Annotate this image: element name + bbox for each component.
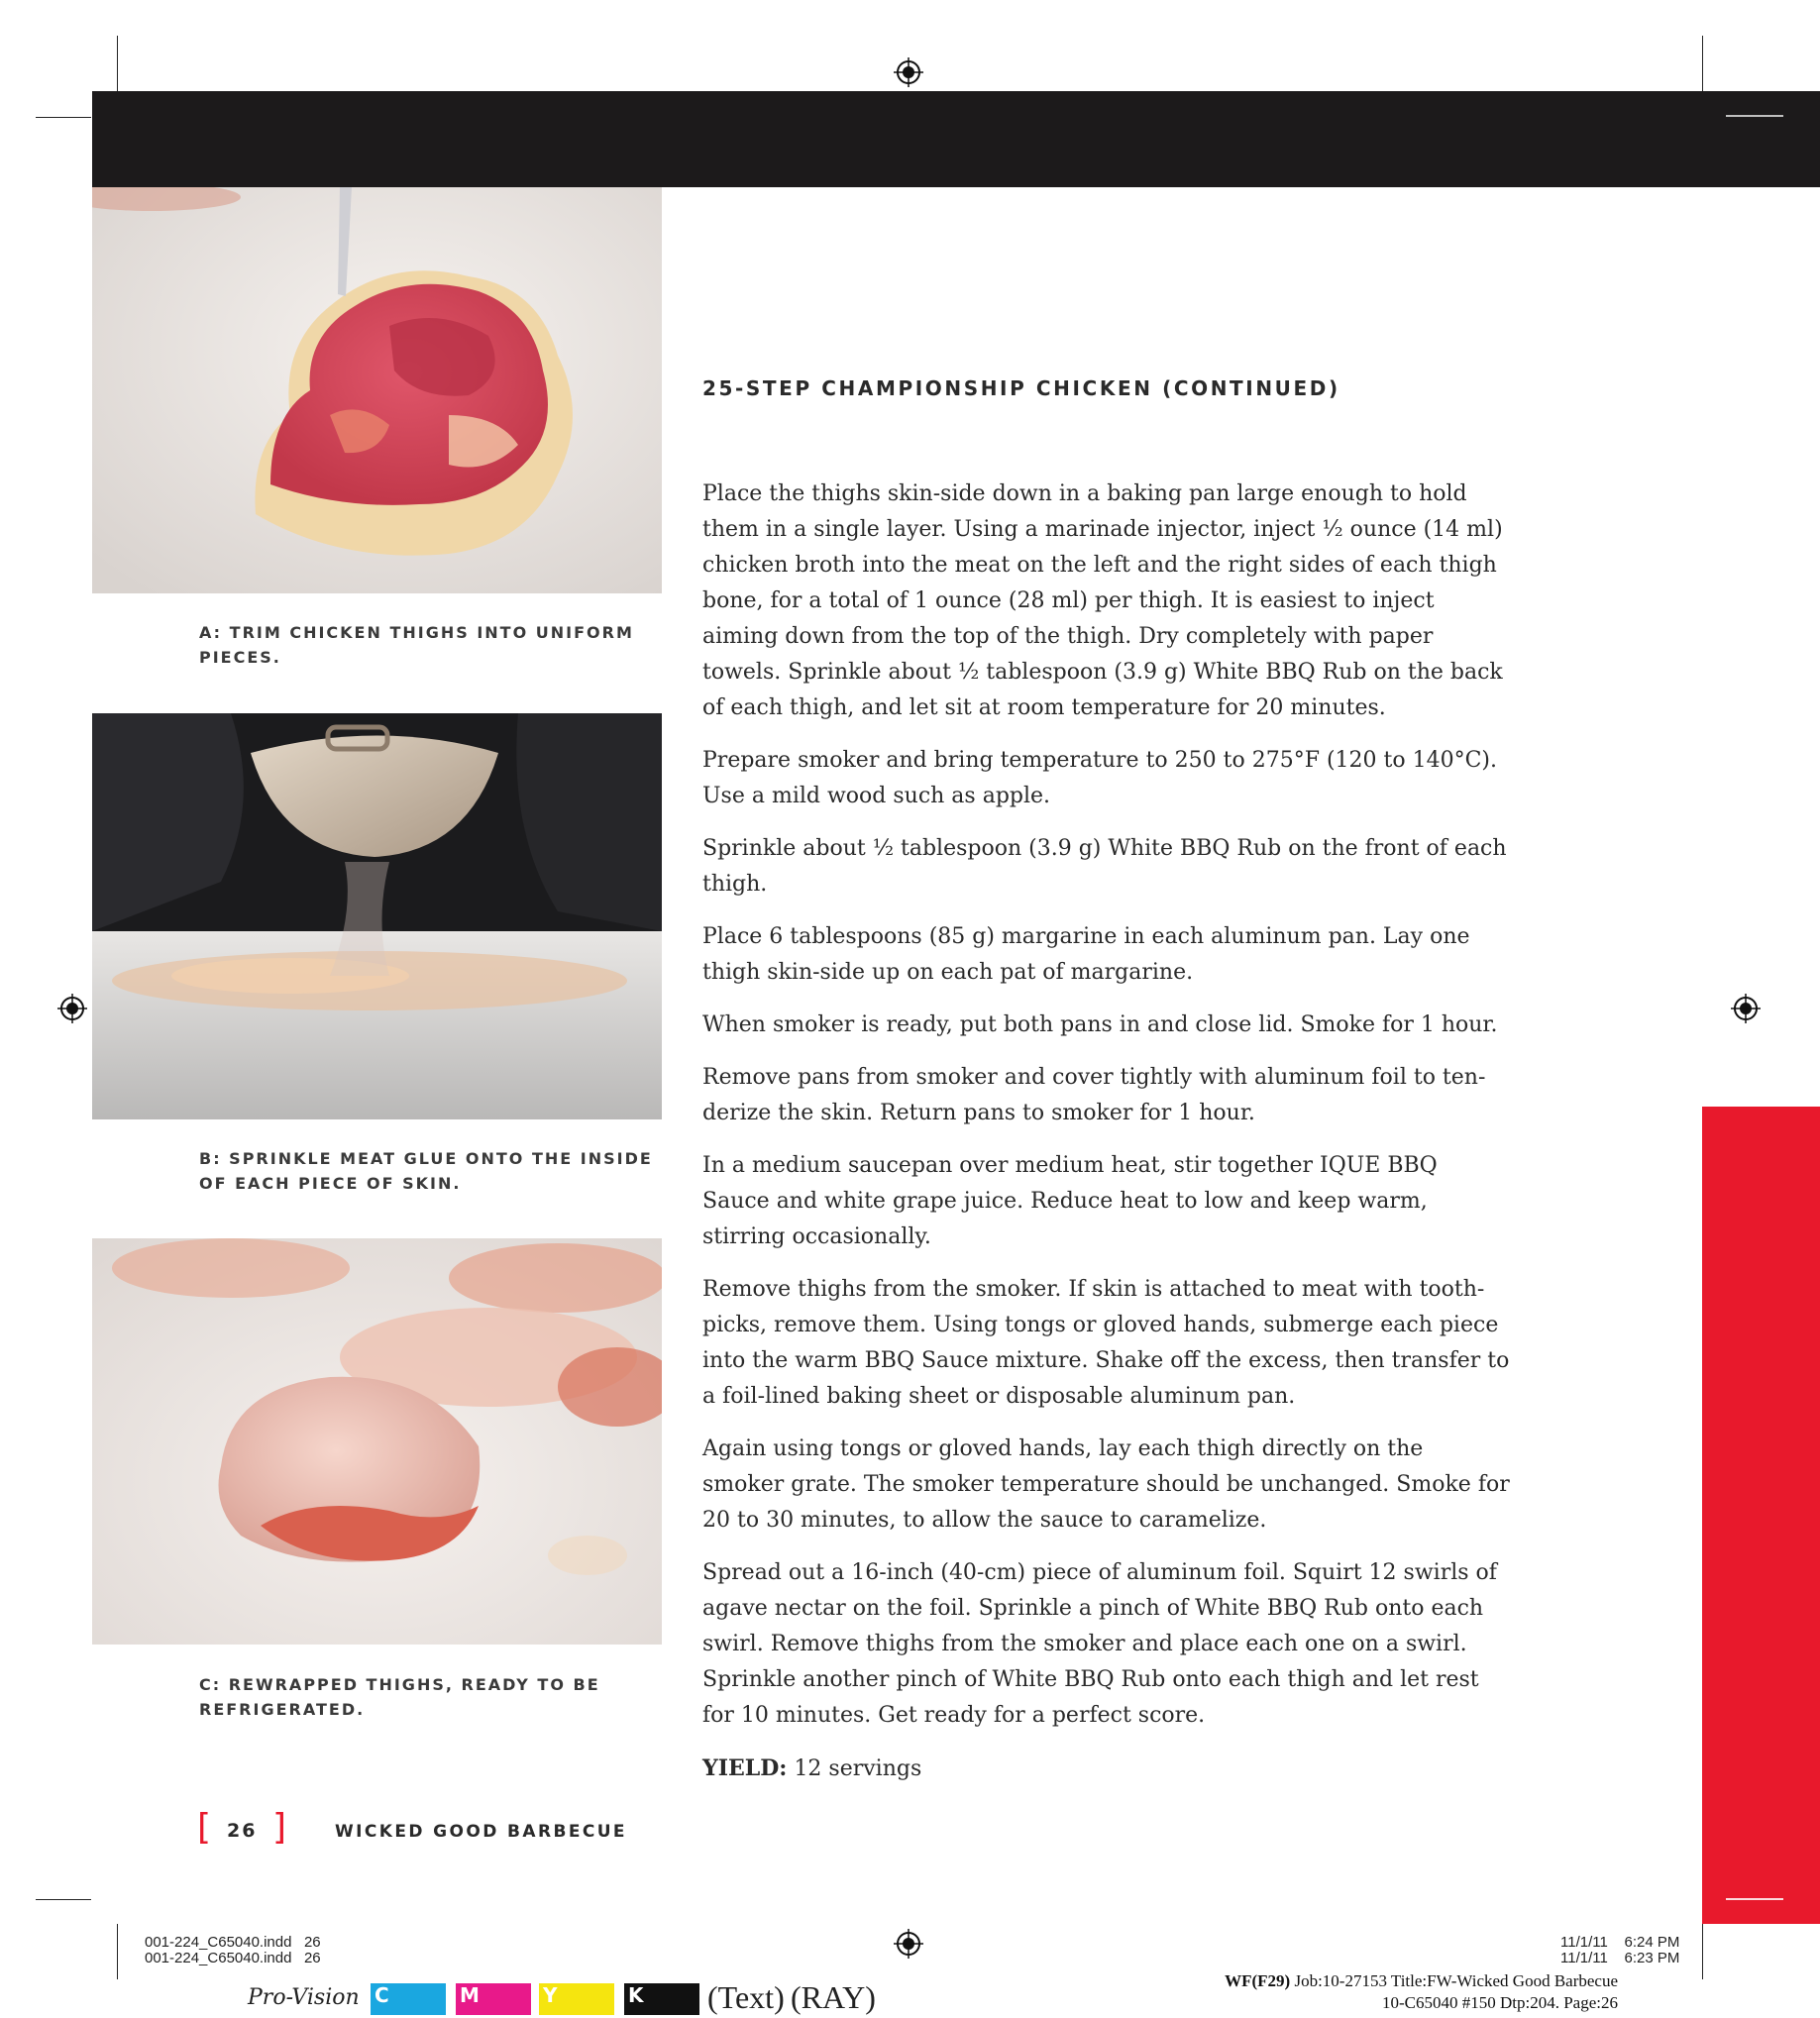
slug-date-line: 11/1/11 6:24 PM xyxy=(1560,1934,1680,1951)
photo-trim-chicken xyxy=(92,187,662,593)
crop-mark xyxy=(117,36,118,91)
recipe-step: Place the thighs skin-side down in a baking pan large enough to hold them in a single layer. Using a marinade injector, inject ¹⁄₂ ounce (14 ml) chicken broth into the meat on the left and the right sides of each thigh bone, for a total of 1 ounce (28 ml) per thigh. It is easiest to inject aiming down from the top of the thigh. Dry completely with paper towels. Sprinkle about ½ tablespoon (3.9 g) White BBQ Rub on the back of each thigh, and let sit at room temperature for 20 minutes. xyxy=(702,481,1503,720)
crop-mark xyxy=(36,1899,91,1900)
recipe-body xyxy=(702,477,1510,1804)
slug-job-line xyxy=(1139,1971,1618,1991)
slug-job-code: WF(F29) xyxy=(1225,1971,1291,1990)
crop-mark xyxy=(1702,1924,1703,1979)
registration-mark-icon xyxy=(894,1929,923,1959)
provision-logo: Pro-Vision xyxy=(248,1985,360,2010)
yield-value: 12 servings xyxy=(794,1756,922,1781)
slug-ray-tag: (RAY) xyxy=(791,1979,876,2015)
swatch-black xyxy=(624,1983,699,2015)
recipe-step: Place 6 tablespoons (85 g) margarine in each aluminum pan. Lay one thigh skin-side up on each pat of margarine. xyxy=(702,924,1470,985)
swatch-cyan-letter: C xyxy=(375,1983,389,2007)
side-accent-tick xyxy=(1726,1898,1783,1900)
swatch-black-letter: K xyxy=(628,1983,644,2007)
running-title: WICKED GOOD BARBECUE xyxy=(335,1822,627,1842)
folio-bracket-close: ] xyxy=(272,1807,287,1848)
photo-rewrapped-thighs xyxy=(92,1238,662,1645)
swatch-yellow xyxy=(539,1983,614,2015)
swatch-magenta xyxy=(456,1983,531,2015)
slug-text-tag: (Text) xyxy=(707,1979,785,2015)
recipe-step: Remove pans from smoker and cover tightly with aluminum foil to ten- derize the skin. Return pans to smoker for 1 hour. xyxy=(702,1065,1486,1125)
recipe-step: Spread out a 16-inch (40-cm) piece of aluminum foil. Squirt 12 swirls of agave nectar on the foil. Sprinkle a pinch of White BBQ Rub onto each swirl. Remove thighs from the smoker and place each one on a swirl. Sprinkle another pinch of White BBQ Rub onto each thigh and let rest for 10 minutes. Get ready for a perfect score. xyxy=(702,1560,1497,1728)
recipe-step: In a medium saucepan over medium heat, stir together IQUE BBQ Sauce and white grape juice. Reduce heat to low and keep warm, stirring occasionally. xyxy=(702,1153,1438,1249)
registration-mark-icon xyxy=(1731,994,1761,1023)
recipe-step: Again using tongs or gloved hands, lay each thigh directly on the smoker grate. The smoker temperature should be unchanged. Smoke for 20 to 30 minutes, to allow the sauce to caramelize. xyxy=(702,1436,1510,1533)
side-accent-bar xyxy=(1702,1107,1820,1924)
slug-file-line: 001-224_C65040.indd 26 xyxy=(145,1950,321,1966)
photo-caption-c: C: REWRAPPED THIGHS, READY TO BE REFRIGERATED. xyxy=(199,1675,600,1719)
swatch-cyan xyxy=(371,1983,446,2015)
slug-job-line-2: 10-C65040 #150 Dtp:204. Page:26 xyxy=(1382,1993,1618,2012)
header-band-tick xyxy=(1726,115,1783,117)
page-number: 26 xyxy=(227,1820,258,1842)
recipe-step: When smoker is ready, put both pans in and close lid. Smoke for 1 hour. xyxy=(702,1012,1498,1037)
folio-bracket-open: [ xyxy=(197,1807,212,1848)
registration-mark-icon xyxy=(57,994,87,1023)
crop-mark xyxy=(36,117,91,118)
recipe-step: Prepare smoker and bring temperature to 250 to 275°F (120 to 140°C). Use a mild wood such as apple. xyxy=(702,748,1498,808)
slug-file-line: 001-224_C65040.indd 26 xyxy=(145,1934,321,1951)
recipe-heading: 25-STEP CHAMPIONSHIP CHICKEN (CONTINUED) xyxy=(702,376,1340,400)
photo-caption-a: A: TRIM CHICKEN THIGHS INTO UNIFORM PIECES. xyxy=(199,623,634,667)
yield-label: YIELD: xyxy=(702,1755,788,1781)
crop-mark xyxy=(117,1924,118,1979)
photo-caption-b: B: SPRINKLE MEAT GLUE ONTO THE INSIDE OF EACH PIECE OF SKIN. xyxy=(199,1149,653,1193)
crop-mark xyxy=(1702,36,1703,91)
recipe-step: Remove thighs from the smoker. If skin is attached to meat with tooth- picks, remove them. Using tongs or gloved hands, submerge each piece into the warm BBQ Sauce mixture. Shake off the excess, then transfer to a foil-lined baking sheet or disposable aluminum pan. xyxy=(702,1277,1510,1409)
swatch-magenta-letter: M xyxy=(460,1983,480,2007)
photo-sprinkle-meat-glue xyxy=(92,713,662,1119)
recipe-step: Sprinkle about ½ tablespoon (3.9 g) White BBQ Rub on the front of each thigh. xyxy=(702,836,1507,897)
recipe-yield xyxy=(702,1751,1510,1787)
swatch-yellow-letter: Y xyxy=(543,1983,558,2007)
slug-job-title: Job:10-27153 Title:FW-Wicked Good Barbecue xyxy=(1294,1971,1618,1990)
registration-mark-icon xyxy=(894,57,923,87)
slug-date-line: 11/1/11 6:23 PM xyxy=(1560,1950,1680,1966)
header-band xyxy=(92,91,1820,187)
